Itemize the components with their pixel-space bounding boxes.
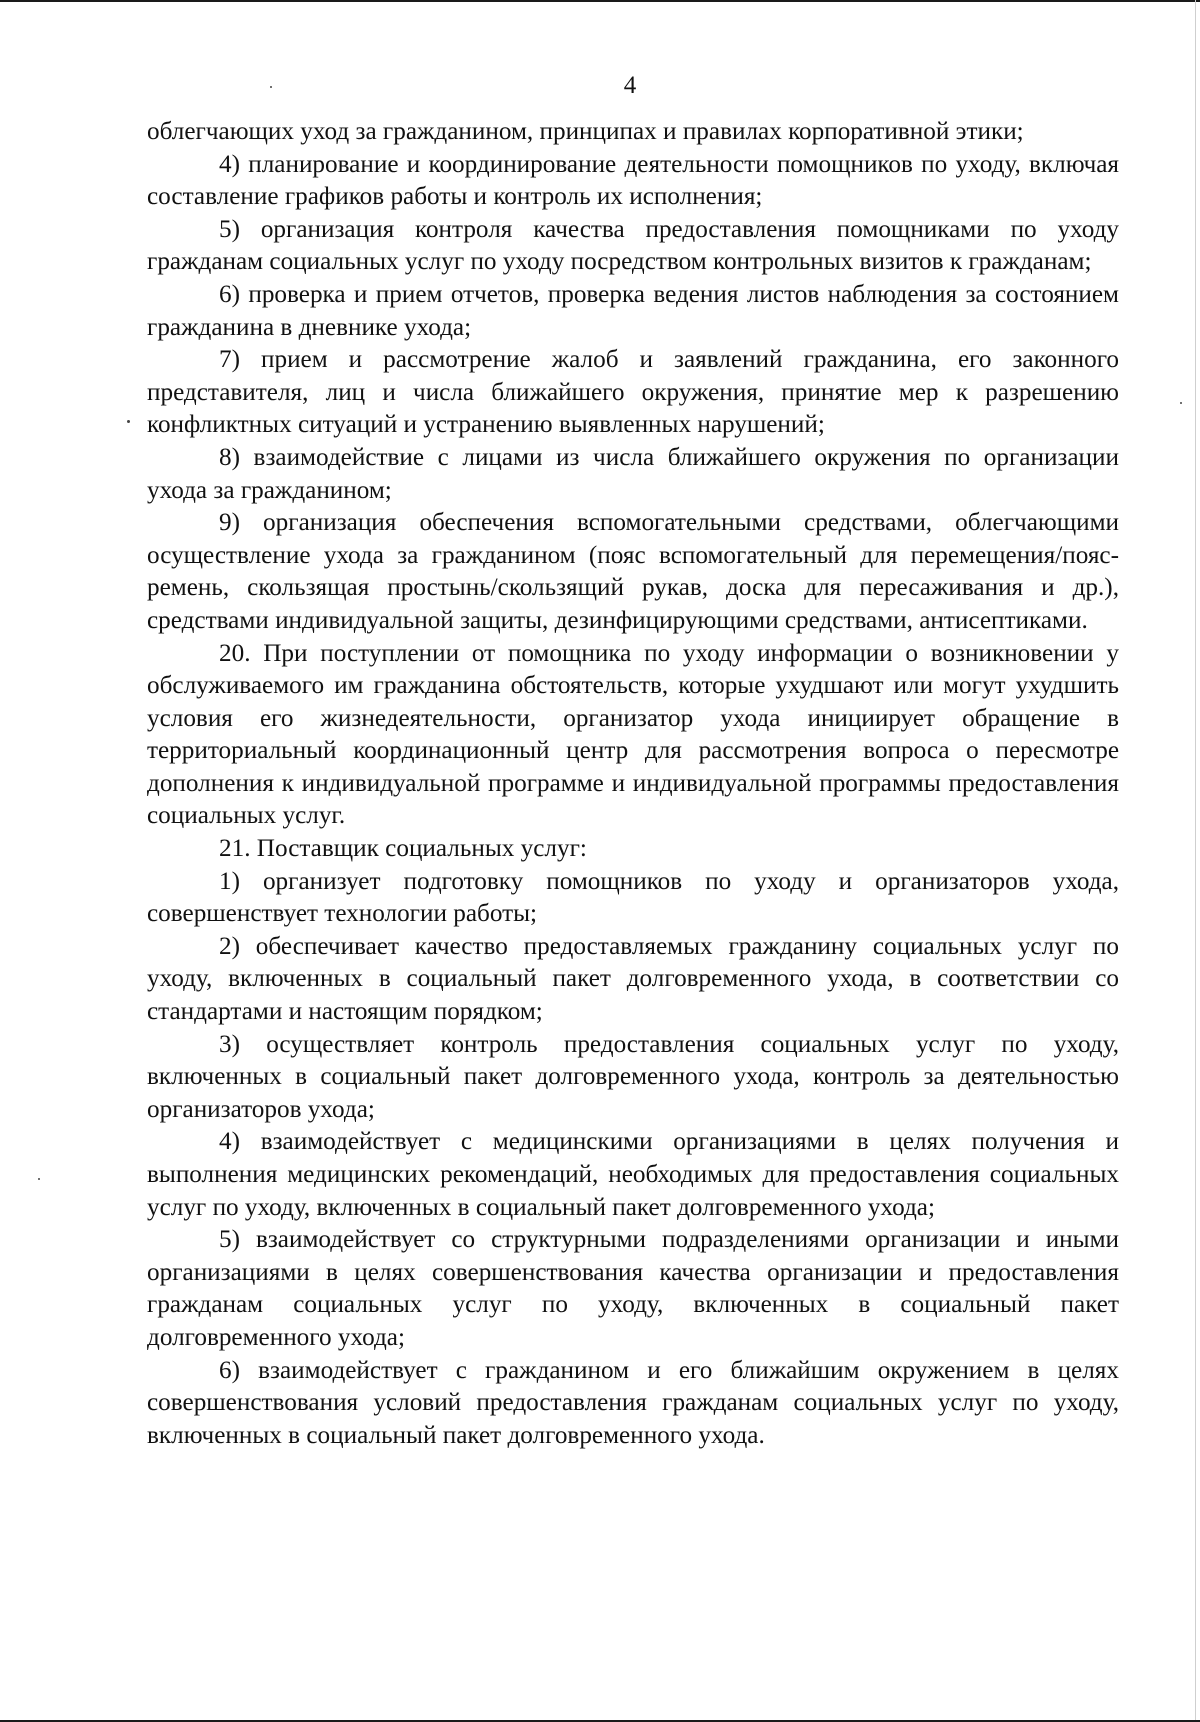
list-item-4: 4) планирование и координирование деятельности помощников по уходу, включая составление графиков работы и контроль их исполнения;: [147, 150, 1119, 211]
scan-edge-right: [1195, 0, 1196, 1722]
list-item-5: 5) организация контроля качества предоставления помощниками по уходу гражданам социальных услуг по уходу посредством контрольных визитов к гражданам;: [147, 215, 1119, 276]
scan-speck: [127, 420, 130, 423]
section-21-item-2: 2) обеспечивает качество предоставляемых гражданину социальных услуг по уходу, включенных в социальный пакет долговременного ухода, в соответствии со стандартами и настоящим порядком;: [147, 932, 1119, 1026]
page-number: 4: [623, 72, 637, 99]
list-item-8: 8) взаимодействие с лицами из числа ближайшего окружения по организации ухода за гражданином;: [147, 443, 1119, 504]
section-21-heading: 21. Поставщик социальных услуг:: [219, 835, 587, 863]
section-21-item-4: 4) взаимодействует с медицинскими организациями в целях получения и выполнения медицинских рекомендаций, необходимых для предоставления социальных услуг по уходу, включенных в социальный пакет долговременного ухода;: [147, 1128, 1119, 1221]
list-item-9: 9) организация обеспечения вспомогательными средствами, облегчающими осуществление ухода за гражданином (пояс вспомогательный для перемещения/пояс-ремень, скользящая простынь/скользящий рукав, доска для пересаживания и др.), средствами индивидуальной защиты, дезинфицирующими средствами, антисептиками.: [147, 509, 1119, 634]
document-body: [147, 116, 1119, 1452]
scan-edge-top: [0, 0, 1200, 2]
list-item-7: 7) прием и рассмотрение жалоб и заявлений гражданина, его законного представителя, лиц и числа ближайшего окружения, принятие мер к разрешению конфликтных ситуаций и устранению выявленных нарушений;: [147, 346, 1119, 439]
section-21-item-5: 5) взаимодействует со структурными подразделениями организации и иными организациями в целях совершенствования качества организации и предоставления гражданам социальных услуг по уходу, включенных в социальный пакет долговременного ухода;: [147, 1226, 1119, 1351]
section-21-item-3: 3) осуществляет контроль предоставления социальных услуг по уходу, включенных в социальный пакет долговременного ухода, контроль за деятельностью организаторов ухода;: [147, 1030, 1119, 1123]
list-item-6: 6) проверка и прием отчетов, проверка ведения листов наблюдения за состоянием гражданина в дневнике ухода;: [147, 280, 1119, 341]
scan-speck: [1180, 402, 1182, 404]
section-21-item-1: 1) организует подготовку помощников по уходу и организаторов ухода, совершенствует технологии работы;: [147, 867, 1119, 928]
section-21-item-6: 6) взаимодействует с гражданином и его ближайшим окружением в целях совершенствования условий предоставления гражданам социальных услуг по уходу, включенных в социальный пакет долговременного ухода.: [147, 1356, 1119, 1449]
scan-speck: [38, 1178, 40, 1180]
section-20: 20. При поступлении от помощника по уходу информации о возникновении у обслуживаемого им гражданина обстоятельств, которые ухудшают или могут ухудшить условия его жизнедеятельности, организатор ухода инициирует обращение в территориальный координационный центр для рассмотрения вопроса о пересмотре дополнения к индивидуальной программе и индивидуальной программы предоставления социальных услуг.: [147, 639, 1119, 830]
paragraph-continuation: облегчающих уход за гражданином, принципах и правилах корпоративной этики;: [147, 118, 1024, 145]
